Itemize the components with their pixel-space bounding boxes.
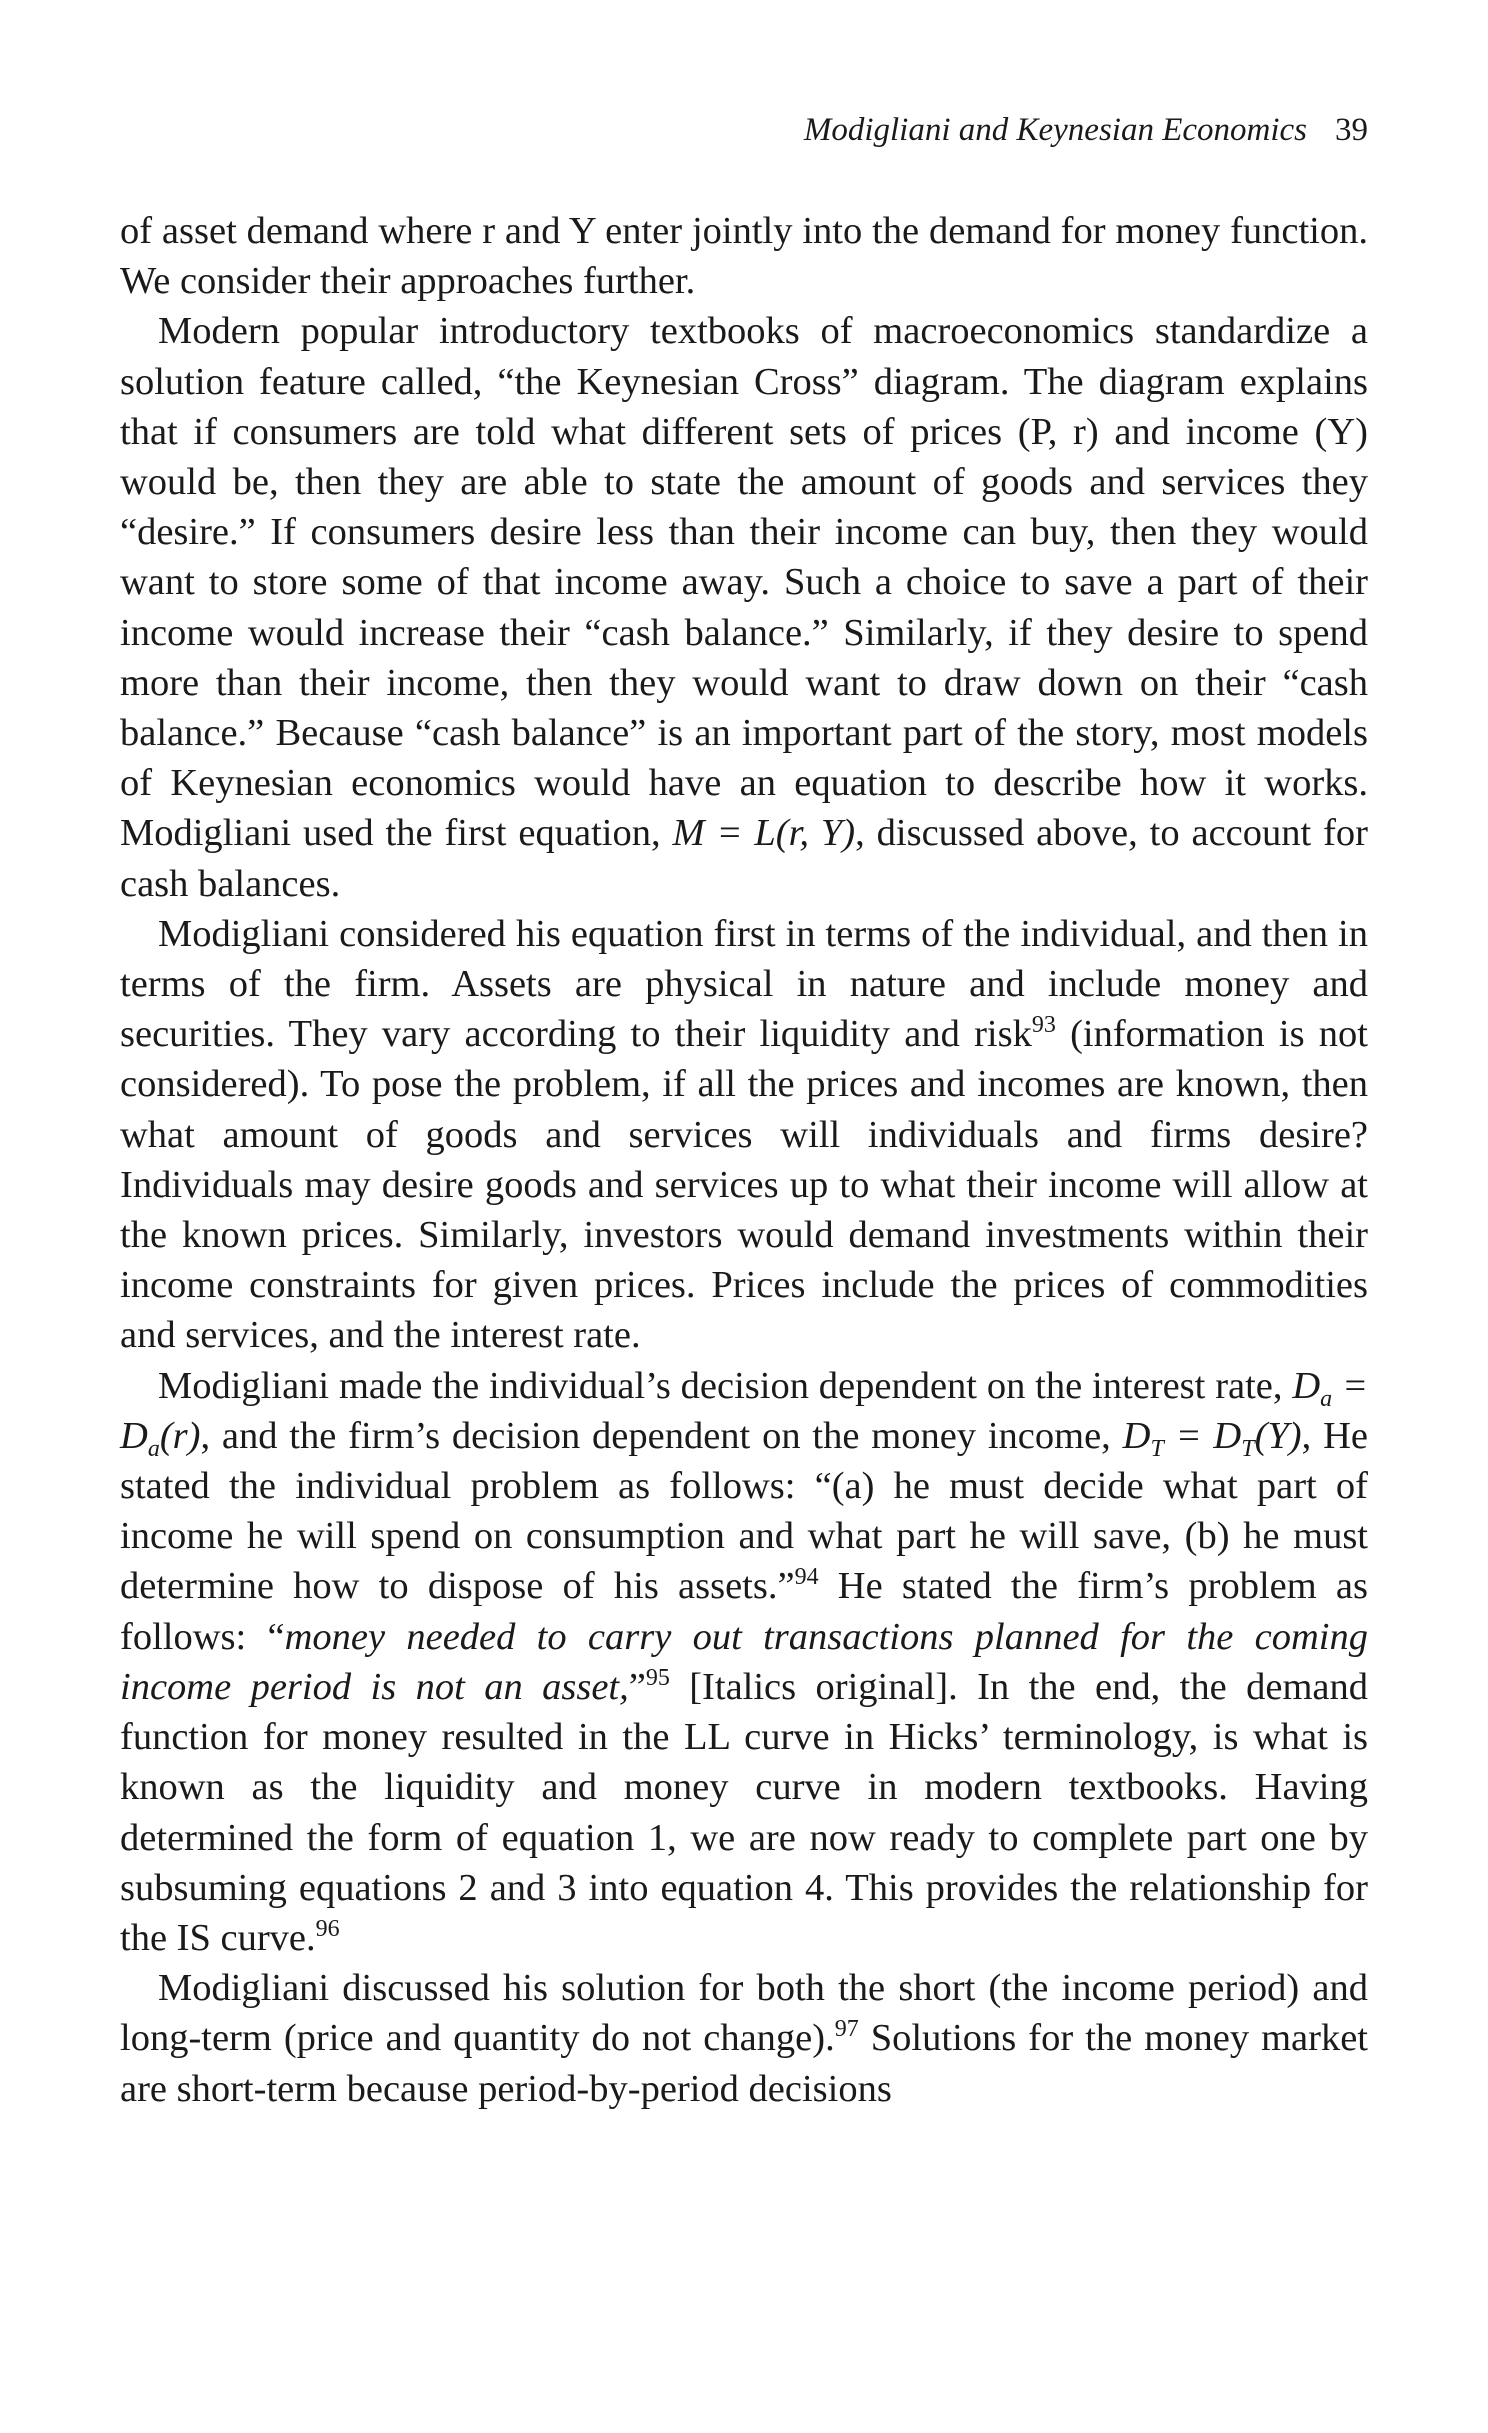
da-subscript-2: a: [147, 1435, 160, 1462]
paragraph-1-text: of asset demand where r and Y enter jointly into the demand for money function. We consider their approaches further.: [120, 210, 1368, 303]
footnote-ref-97: 97: [834, 2016, 859, 2043]
dt-subscript-2: T: [1241, 1435, 1255, 1462]
footnote-ref-95: 95: [645, 1664, 670, 1691]
firm-demand-equation: [1122, 1414, 1302, 1462]
paragraph-2: [120, 306, 1368, 908]
da-subscript: a: [1320, 1385, 1333, 1412]
dt-symbol: D: [1122, 1414, 1151, 1457]
paragraph-5: [120, 1963, 1368, 2114]
paragraph-4-text-a: Modigliani made the individual’s decision dependent on the interest rate,: [158, 1364, 1293, 1407]
paragraph-4-text-e: ”: [628, 1665, 646, 1708]
paragraph-3-text-a: Modigliani considered his equation first in terms of the individual, and then in terms of the firm. Assets are physical in nature and include money and securities. They vary according to their liquidity and risk: [120, 912, 1368, 1056]
footnote-ref-96: 96: [315, 1915, 340, 1942]
dt-subscript: T: [1150, 1435, 1164, 1462]
paragraph-1: [120, 206, 1368, 306]
da-argument: (r): [159, 1414, 201, 1457]
footnote-ref-94: 94: [794, 1564, 819, 1591]
da-symbol: D: [1292, 1364, 1321, 1407]
da-equals: = D: [120, 1364, 1368, 1457]
dt-equals: = D: [1163, 1414, 1242, 1457]
italic-quote: money needed to carry out transactions planned for the coming income period is not an asset,: [120, 1615, 1368, 1708]
money-demand-equation: M = L(r, Y): [672, 812, 856, 855]
paragraph-4-text-f: [Italics original]. In the end, the demand function for money resulted in the LL curve in Hicks’ terminology, is what is known as the liquidity and money curve in modern textbooks. Having determined the form of equation 1, we are now ready to complete part one by subsuming equations 2 and 3 into equation 4. This provides the relationship for the IS curve.: [120, 1665, 1368, 1959]
footnote-ref-93: 93: [1031, 1012, 1056, 1039]
body-text: [120, 206, 1368, 2114]
paragraph-5-text-a: Modigliani discussed his solution for both the short (the income period) and long-term (price and quantity do not change).: [120, 1967, 1368, 2060]
paragraph-2-text-a: Modern popular introductory textbooks of macroeconomics standardize a solution feature called, “the Keynesian Cross” diagram. The diagram explains that if consumers are told what different sets of prices (P, r) and income (Y) would be, then they are able to state the amount of goods and services they “desire.” If consumers desire less than their income can buy, then they would want to store some of that income away. Such a choice to save a part of their income would increase their “cash balance.” Similarly, if they desire to spend more than their income, then they would want to draw down on their “cash balance.” Because “cash balance” is an important part of the story, most models of Keynesian economics would have an equation to describe how it works. Modigliani used the first equation,: [120, 310, 1368, 855]
page-number: 39: [1335, 112, 1368, 148]
paragraph-4-text-d: He stated the firm’s problem as follows: “: [120, 1565, 1368, 1658]
paragraph-4: [120, 1361, 1368, 1963]
paragraph-4-text-b: , and the firm’s decision dependent on the money income,: [200, 1414, 1123, 1457]
paragraph-3-text-b: (information is not considered). To pose the problem, if all the prices and incomes are known, then what amount of goods and services will individuals and firms desire? Individuals may desire goods and services up to what their income will allow at the known prices. Similarly, investors would demand investments within their income constraints for given prices. Prices include the prices of commodities and services, and the interest rate.: [120, 1013, 1368, 1357]
dt-argument: (Y): [1254, 1414, 1302, 1457]
paragraph-3: [120, 909, 1368, 1361]
paragraph-2-text-b: , discussed above, to account for cash balances.: [120, 812, 1369, 905]
running-head: [804, 108, 1368, 152]
paragraph-5-text-b: Solutions for the money market are short-term because period-by-period decisions: [120, 2017, 1368, 2110]
running-head-title: Modigliani and Keynesian Economics: [803, 112, 1307, 148]
paragraph-4-text-c: , He stated the individual problem as follows: “(a) he must decide what part of income he will spend on consumption and what part he will save, (b) he must determine how to dispose of his assets.”: [120, 1414, 1368, 1608]
